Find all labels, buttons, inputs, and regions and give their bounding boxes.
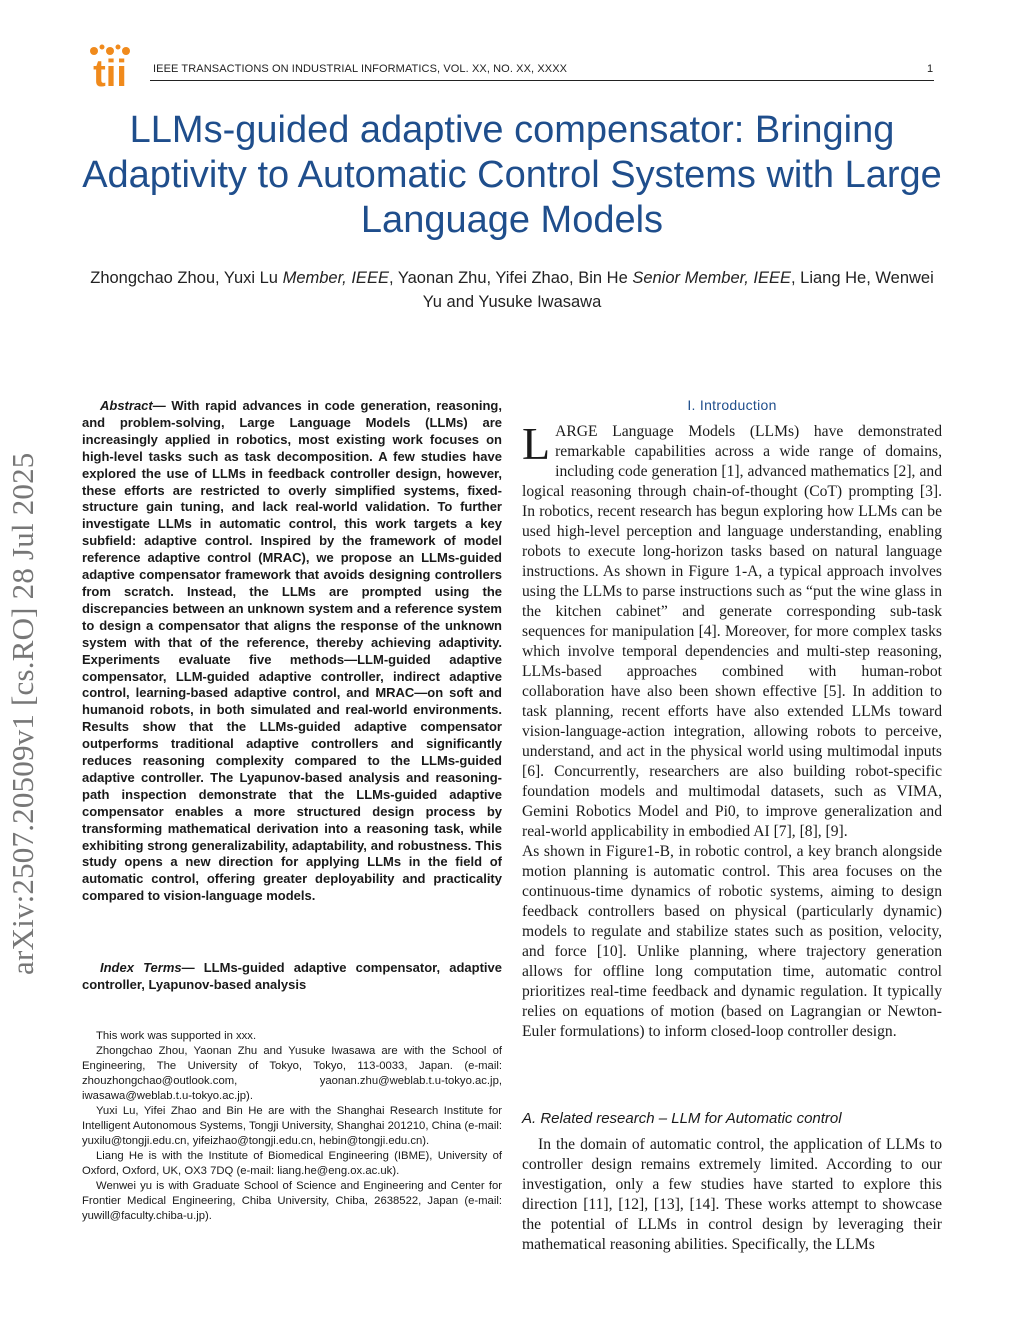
authors-part-2: , Yaonan Zhu, Yifei Zhao, Bin He <box>388 269 633 287</box>
index-terms-text: LLMs-guided adaptive compensator, adaptive controller, Lyapunov-based analysis <box>82 960 502 992</box>
footnote-affiliation: Wenwei yu is with Graduate School of Science and Engineering and Center for Frontier Medical Engineering, Chiba University, Chiba, 2638522, Japan (e-mail: yuwill@faculty.chiba-u.jp). <box>82 1180 502 1222</box>
section-heading-introduction: I. Introduction <box>687 397 777 413</box>
footnote-affiliation: Zhongchao Zhou, Yaonan Zhu and Yusuke Iwasawa are with the School of Engineering, The University of Tokyo, Tokyo, 113-0033, Japan. (e-mail: zhouzhongchao@outlook.com, yaonan.zhu@weblab.t.u-tokyo.ac.jp, iwasawa@weblab.t.u-tokyo.ac.jp). <box>82 1045 502 1102</box>
arxiv-stamp[interactable]: arXiv:2507.20509v1 [cs.RO] 28 Jul 2025 <box>5 452 40 975</box>
authors-part-1: Zhongchao Zhou, Yuxi Lu <box>90 269 283 287</box>
footnotes <box>82 1029 502 1224</box>
author-affiliation-1: Member, IEEE <box>282 269 389 287</box>
subsection-heading-related-research: A. Related research – LLM for Automatic control <box>522 1110 842 1127</box>
abstract-label: Abstract <box>100 398 153 413</box>
index-terms-label: Index Terms <box>100 960 182 975</box>
author-list <box>80 266 944 314</box>
paper-title: LLMs-guided adaptive compensator: Bringing Adaptivity to Automatic Control Systems with Large Language Models <box>82 109 942 241</box>
footnote-funding: This work was supported in xxx. <box>96 1030 257 1042</box>
ieee-tii-logo-icon <box>80 44 140 88</box>
introduction-body <box>522 418 942 1042</box>
introduction-paragraph-1 <box>522 418 942 842</box>
abstract: Abstract— With rapid advances in code generation, reasoning, and problem-solving, Large Language Models (LLMs) are increasingly applied in robotics, most existing work focuses on high-level tasks such as task decomposition. A few studies have explored the use of LLMs in feedback controller design, however, these efforts are restricted to overly simplified systems, fixed-structure gain tuning, and lack real-world validation. To further investigate LLMs in automatic control, this work targets a key subfield: adaptive control. Inspired by the framework of model reference adaptive control (MRAC), we propose an LLMs-guided adaptive compensator framework that avoids designing controllers from scratch. Instead, the LLMs are prompted using the discrepancies between an unknown system and a reference system to design a compensator that aligns the response of the unknown system with that of the reference, thereby achieving adaptivity. Experiments evaluate five methods—LLM-guided adaptive compensator, LLM-guided adaptive controller, indirect adaptive control, learning-based adaptive control, and MRAC—on soft and humanoid robots, in both simulated and real-world environments. Results show that the LLMs-guided adaptive compensator outperforms traditional adaptive controllers and significantly reduces reasoning complexity compared to the LLMs-guided adaptive controller. The Lyapunov-based analysis and reasoning-path inspection demonstrate that the LLMs-guided adaptive compensator enables a more structured design process by transforming mathematical derivation into a reasoning task, while exhibiting strong generalizability, adaptability, and robustness. This study opens a new direction for applying LLMs in the field of automatic control, offering greater deployability and practicality compared to vision-language models. <box>82 398 502 904</box>
author-affiliation-2: Senior Member, IEEE <box>632 269 791 287</box>
footnote-affiliation: Yuxi Lu, Yifei Zhao and Bin He are with the Shanghai Research Institute for Intelligent Autonomous Systems, Tongji University, Shanghai 201210, China (e-mail: yuxilu@tongji.edu.cn, yifeizhao@tongji.edu.cn, hebin@tongji.edu.cn). <box>82 1105 502 1147</box>
index-terms: Index Terms— LLMs-guided adaptive compensator, adaptive controller, Lyapunov-based analysis <box>82 960 502 992</box>
related-research-paragraph: In the domain of automatic control, the application of LLMs to controller design remains extremely limited. According to our investigation, only a few studies have started to explore this direction [11], [12], [13], [14]. These works attempt to showcase the potential of LLMs in control design by leveraging their mathematical reasoning abilities. Specifically, the LLMs <box>522 1136 942 1253</box>
abstract-text: With rapid advances in code generation, reasoning, and problem-solving, Large Language Models (LLMs) are increasingly applied in robotics, most existing work focuses on high-level tasks such as task decomposition. A few studies have explored the use of LLMs in feedback controller design, however, these efforts are restricted to overly simplified systems, fixed-structure gain tuning, and lack real-world validation. To further investigate LLMs in automatic control, this work targets a key subfield: adaptive control. Inspired by the framework of model reference adaptive control (MRAC), we propose an LLMs-guided adaptive compensator framework that avoids designing controllers from scratch. Instead, the LLMs are prompted using the discrepancies between an unknown system and a reference system to design a compensator that aligns the response of the unknown system with that of the reference, thereby achieving adaptivity. Experiments evaluate five methods—LLM-guided adaptive compensator, LLM-guided adaptive controller, indirect adaptive control, learning-based adaptive control, and MRAC—on soft and humanoid robots, in both simulated and real-world environments. Results show that the LLMs-guided adaptive compensator outperforms traditional adaptive controllers and significantly reduces reasoning complexity compared to the LLMs-guided adaptive controller. The Lyapunov-based analysis and reasoning-path inspection demonstrate that the LLMs-guided adaptive compensator enables a more structured design process by transforming mathematical derivation into a reasoning task, while exhibiting strong generalizability, adaptability, and robustness. This study opens a new direction for applying LLMs in the field of automatic control, offering greater deployability and practicality compared to vision-language models. <box>82 398 502 904</box>
page-number: 1 <box>927 63 934 75</box>
introduction-paragraph-1-text: ARGE Language Models (LLMs) have demonstrated remarkable capabilities across a wide range of domains, including code generation [1], advanced mathematics [2], and logical reasoning through chain-of-thought (CoT) prompting [3]. In robotics, recent research has begun exploring how LLMs can be used high-level perception and language understanding, enabling robots to execute long-horizon tasks based on natural language instructions. As shown in Figure 1-A, a typical approach involves using the LLMs to parse instructions such as “put the wine glass in the kitchen cabinet” and generate corresponding sub-task sequences for manipulation [4]. Moreover, for more complex tasks which involve temporal dependencies and multi-step reasoning, LLMs-based approaches combined with human-robot collaboration have also been shown effective [5]. In addition to task planning, recent efforts have also extended LLMs toward vision-language-action integration, allowing robots to perceive, understand, and act in the physical world using multimodal inputs [6]. Concurrently, researchers are also building robot-specific foundation models and multimodal datasets, such as VIMA, Gemini Robotics Model and Pi0, to improve generalization and real-world applicability in embodied AI [7], [8], [9]. <box>522 423 942 840</box>
introduction-paragraph-2: As shown in Figure1-B, in robotic control, a key branch alongside motion planning is automatic control. This area focuses on the continuous-time dynamics of robotic systems, aiming to design feedback controllers based on physical (particularly dynamic) models to regulate and stabilize states such as position, velocity, and force [10]. Unlike planning, where trajectory generation allows for offline long computation time, automatic control prioritizes real-time feedback and dynamic regulation. It typically relies on equations of motion (based on Lagrangian or Newton-Euler formulations) to inform closed-loop controller design. <box>522 843 942 1040</box>
authors-part-3: , Liang He, Wenwei Yu and Yusuke Iwasawa <box>422 269 934 311</box>
logo-text: tii <box>93 53 127 88</box>
running-head: IEEE TRANSACTIONS ON INDUSTRIAL INFORMATICS, VOL. XX, NO. XX, XXXX <box>153 63 568 75</box>
footnote-affiliation: Liang He is with the Institute of Biomedical Engineering (IBME), University of Oxford, Oxford, UK, OX3 7DQ (e-mail: liang.he@eng.ox.ac.uk). <box>82 1150 502 1177</box>
header-rule <box>150 80 934 81</box>
drop-cap: L <box>522 418 551 469</box>
